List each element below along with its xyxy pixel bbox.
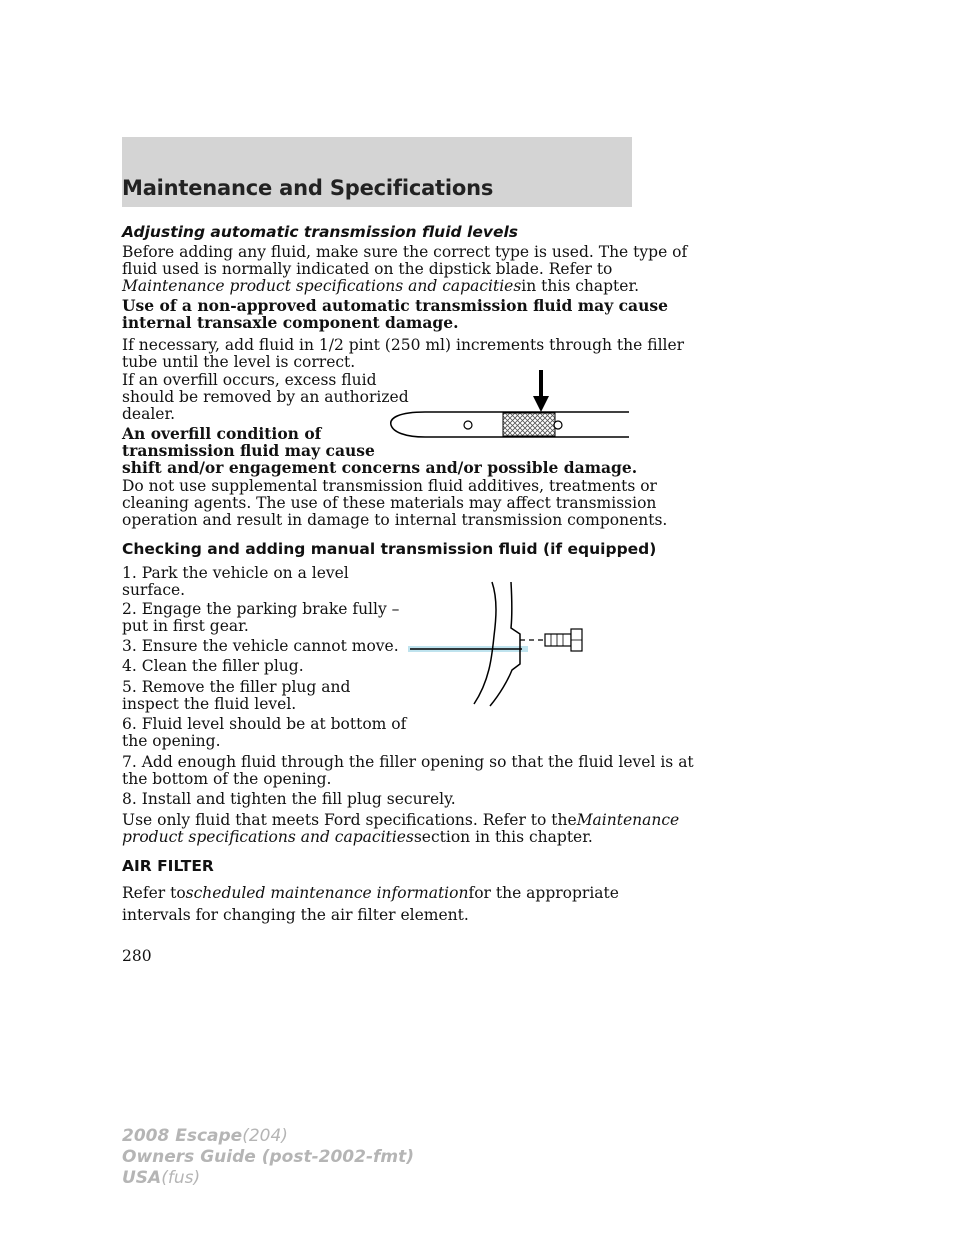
dipstick-full-mark bbox=[554, 421, 562, 429]
dipstick-hatched-range bbox=[503, 413, 555, 436]
mtf-step-6: 6. Fluid level should be at bottom of the opening. bbox=[122, 715, 407, 750]
mtf-step-3: 3. Ensure the vehicle cannot move. bbox=[122, 637, 399, 655]
atf-paragraph-2: If necessary, add fluid in 1/2 pint (250 ml) increments through the filler tube until the level is correct. bbox=[122, 336, 685, 371]
mtf-paragraph: Use only fluid that meets Ford specifications. Refer to theMaintenance product specifications and capacitiessection in this chapter. bbox=[122, 811, 680, 846]
mtf-step-5: 5. Remove the filler plug and inspect the fluid level. bbox=[122, 678, 351, 713]
mtf-step-4: 4. Clean the filler plug. bbox=[122, 657, 304, 675]
atf-heading: Adjusting automatic transmission fluid levels bbox=[122, 223, 519, 241]
mtf-step-7: 7. Add enough fluid through the filler opening so that the fluid level is at the bottom of the opening. bbox=[122, 753, 694, 788]
dipstick-illustration bbox=[385, 368, 635, 440]
dipstick-low-mark bbox=[464, 421, 472, 429]
atf-section bbox=[122, 224, 518, 241]
transmission-case-outline-inner bbox=[490, 582, 520, 706]
air-filter-section bbox=[122, 858, 214, 875]
atf-overfill-warning: An overfill condition of transmission fluid may cause shift and/or engagement concerns and/or possible damage. bbox=[122, 424, 638, 477]
atf-warning: Use of a non-approved automatic transmission fluid may cause internal transaxle component damage. bbox=[122, 296, 668, 332]
mtf-heading: Checking and adding manual transmission fluid (if equipped) bbox=[122, 540, 657, 558]
arrow-down-icon bbox=[533, 370, 549, 412]
filler-plug-icon bbox=[545, 629, 582, 651]
footer: 2008 Escape(204) Owners Guide (post-2002-fmt) USA(fus) bbox=[122, 1126, 415, 1188]
air-filter-heading: AIR FILTER bbox=[122, 857, 214, 875]
air-filter-paragraph: Refer toscheduled maintenance informationfor the appropriate intervals for changing the air filter element. bbox=[122, 884, 619, 924]
page-number: 280 bbox=[122, 947, 152, 965]
atf-paragraph-3: If an overfill occurs, excess fluid should be removed by an authorized dealer. bbox=[122, 371, 409, 423]
mtf-step-2: 2. Engage the parking brake fully – put in first gear. bbox=[122, 600, 400, 635]
mtf-section bbox=[122, 541, 656, 558]
page-title: Maintenance and Specifications bbox=[122, 176, 494, 200]
transmission-case-outline bbox=[474, 582, 496, 704]
atf-paragraph-1: Before adding any fluid, make sure the correct type is used. The type of fluid used is normally indicated on the dipstick blade. Refer to Maintenance product specifications and capacitiesin this chapter. bbox=[122, 243, 688, 295]
mtf-step-1: 1. Park the vehicle on a level surface. bbox=[122, 564, 349, 599]
filler-plug-illustration bbox=[408, 580, 593, 710]
atf-paragraph-4: Do not use supplemental transmission fluid additives, treatments or cleaning agents. The use of these materials may affect transmission operation and result in damage to internal transmission components. bbox=[122, 477, 668, 529]
mtf-step-8: 8. Install and tighten the fill plug securely. bbox=[122, 790, 456, 808]
